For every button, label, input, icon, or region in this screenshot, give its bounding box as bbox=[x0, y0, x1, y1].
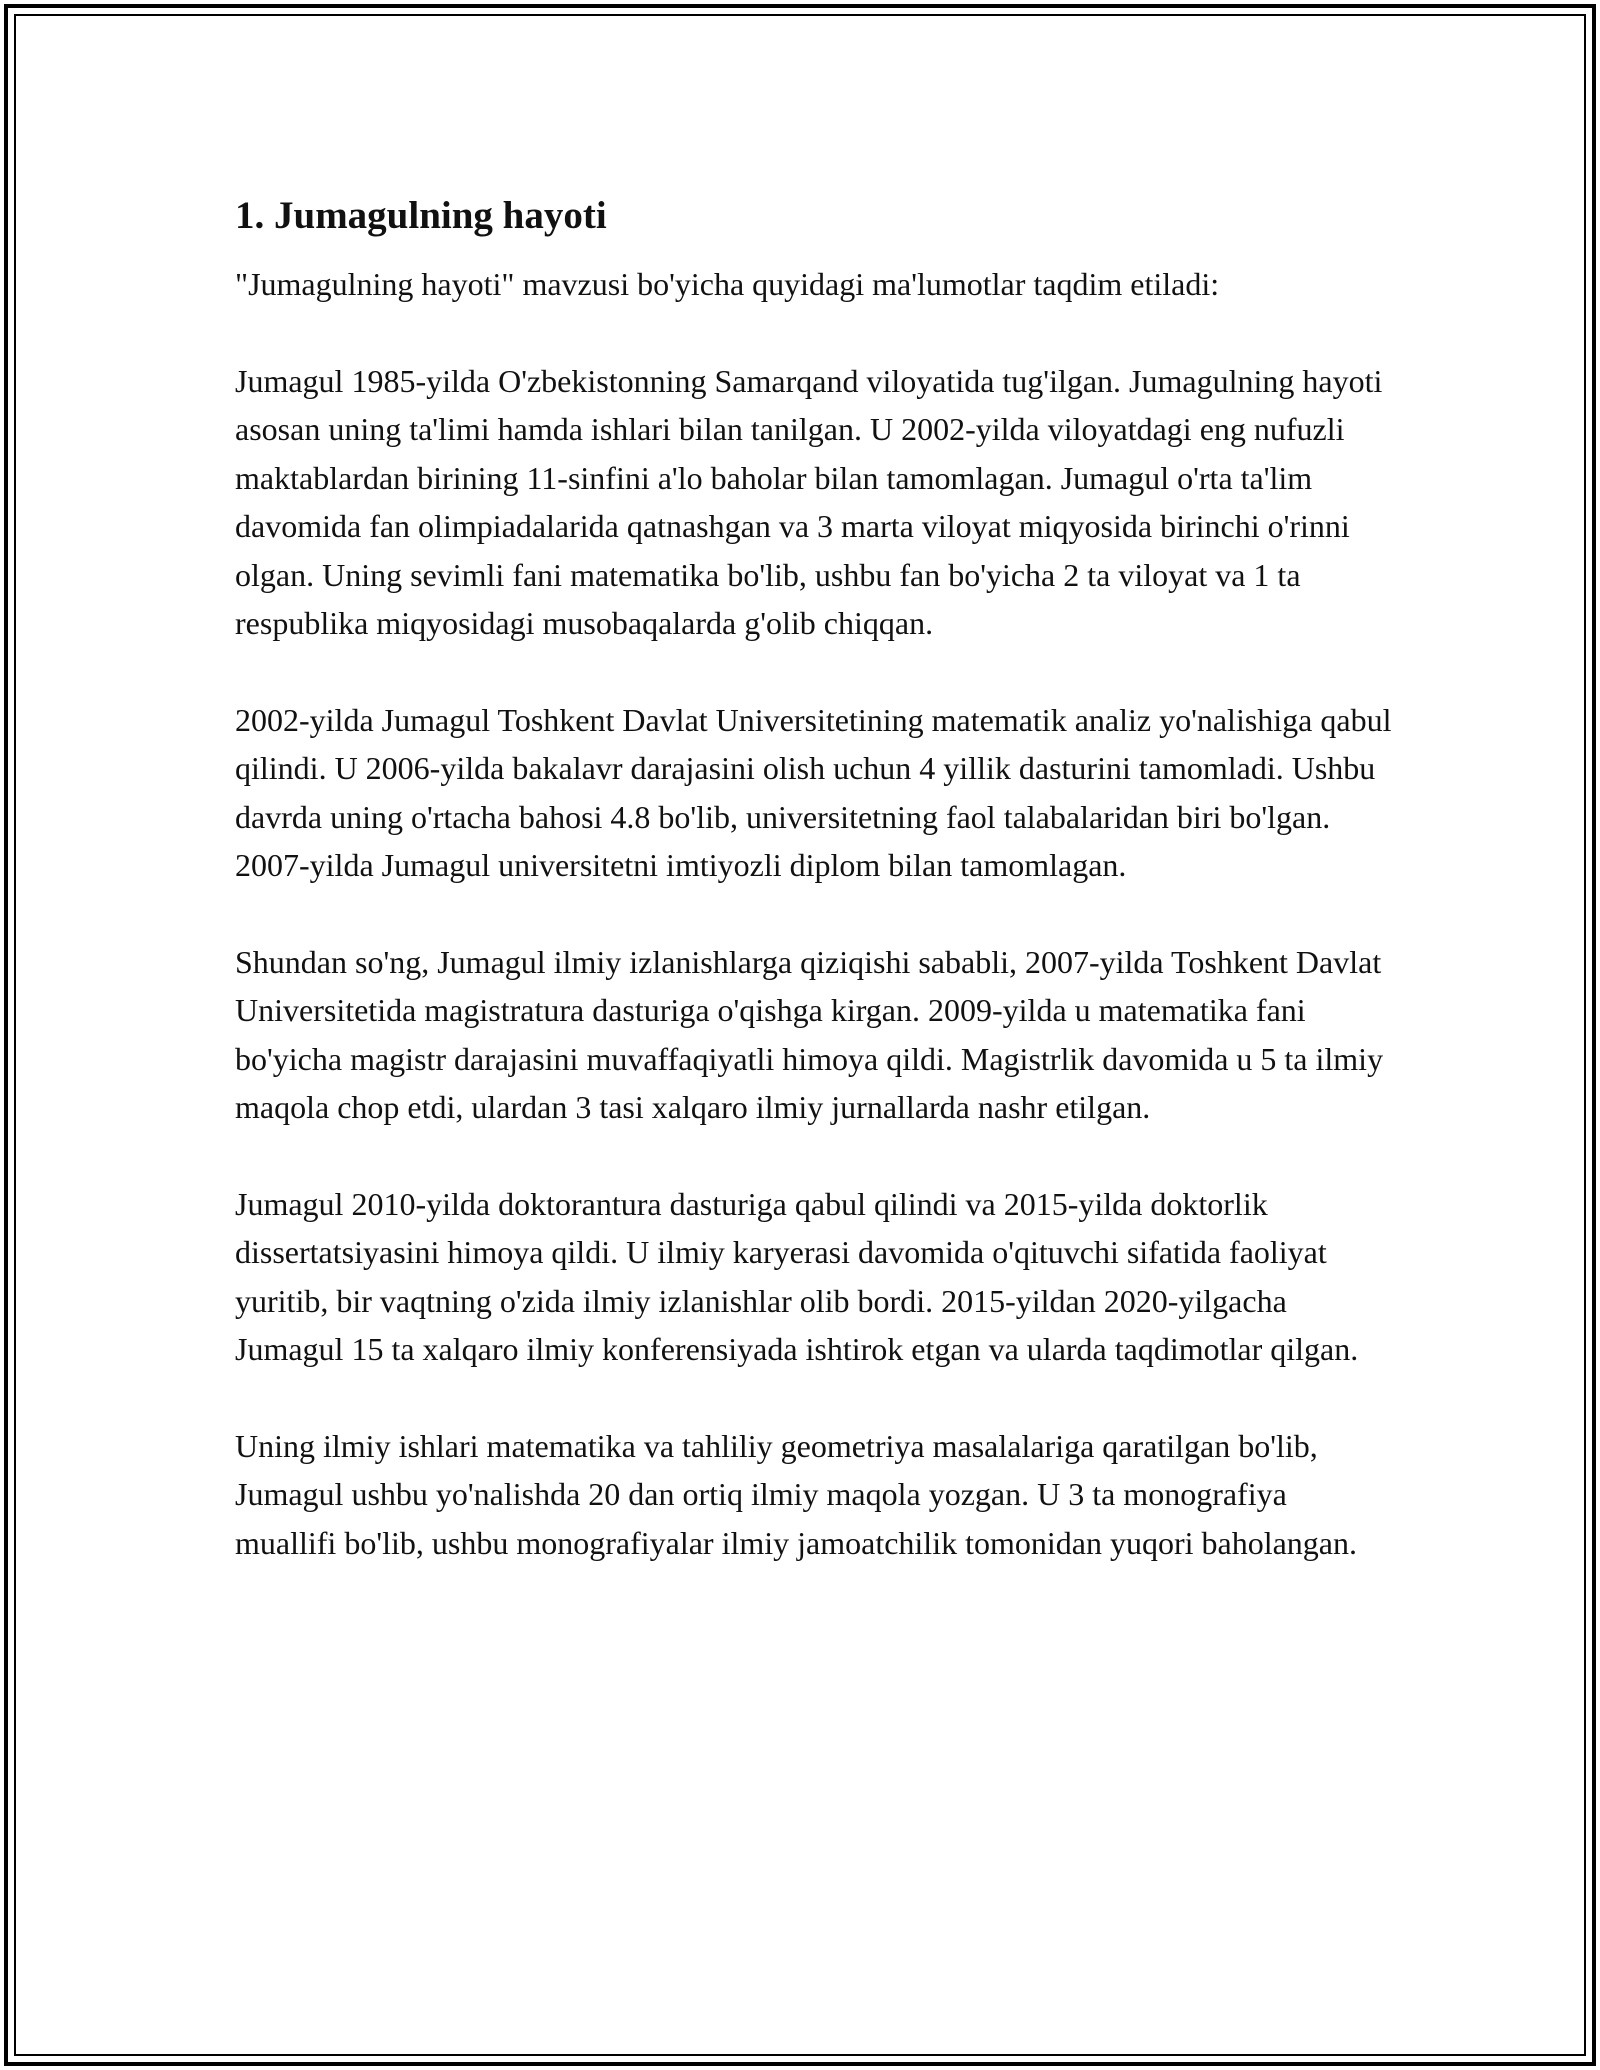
section-heading: 1. Jumagulning hayoti bbox=[235, 194, 607, 237]
paragraph-research: Uning ilmiy ishlari matematika va tahliliy geometriya masalalariga qaratilgan bo'lib, Jumagul ushbu yo'nalishda 20 dan ortiq ilmiy maqola yozgan. U 3 ta monografiya muallifi bo'lib, ushbu monografiyalar ilmiy jamoatchilik tomonidan yuqori baholangan. bbox=[235, 1427, 1357, 1561]
paragraph-early-life: Jumagul 1985-yilda O'zbekistonning Samarqand viloyatida tug'ilgan. Jumagulning hayoti asosan uning ta'limi hamda ishlari bilan tanilgan. U 2002-yilda viloyatdagi eng nufuzli maktablardan birining 11-sinfini a'lo baholar bilan tamomlagan. Jumagul o'rta ta'lim davomida fan olimpiadalarida qatnashgan va 3 marta viloyat miqyosida birinchi o'rinni olgan. Uning sevimli fani matematika bo'lib, ushbu fan bo'yicha 2 ta viloyat va 1 ta respublika miqyosidagi musobaqalarda g'olib chiqqan. bbox=[235, 362, 1383, 641]
paragraph-masters: Shundan so'ng, Jumagul ilmiy izlanishlarga qiziqishi sababli, 2007-yilda Toshkent Davlat Universitetida magistratura dasturiga o'qishga kirgan. 2009-yilda u matematika fani bo'yicha magistr darajasini muvaffaqiyatli himoya qildi. Magistrlik davomida u 5 ta ilmiy maqola chop etdi, ulardan 3 tasi xalqaro ilmiy jurnallarda nashr etilgan. bbox=[235, 943, 1384, 1125]
document-body bbox=[235, 188, 1395, 1615]
paragraph-university: 2002-yilda Jumagul Toshkent Davlat Universitetining matematik analiz yo'nalishiga qabul qilindi. U 2006-yilda bakalavr darajasini olish uchun 4 yillik dasturini tamomladi. Ushbu davrda uning o'rtacha bahosi 4.8 bo'lib, universitetning faol talabalaridan biri bo'lgan. 2007-yilda Jumagul universitetni imtiyozli diplom bilan tamomlagan. bbox=[235, 701, 1392, 883]
intro-paragraph: "Jumagulning hayoti" mavzusi bo'yicha quyidagi ma'lumotlar taqdim etiladi: bbox=[235, 266, 1220, 302]
paragraph-doctorate: Jumagul 2010-yilda doktorantura dasturiga qabul qilindi va 2015-yilda doktorlik dissertatsiyasini himoya qildi. U ilmiy karyerasi davomida o'qituvchi sifatida faoliyat yuritib, bir vaqtning o'zida ilmiy izlanishlar olib bordi. 2015-yildan 2020-yilgacha Jumagul 15 ta xalqaro ilmiy konferensiyada ishtirok etgan va ularda taqdimotlar qilgan. bbox=[235, 1185, 1359, 1367]
